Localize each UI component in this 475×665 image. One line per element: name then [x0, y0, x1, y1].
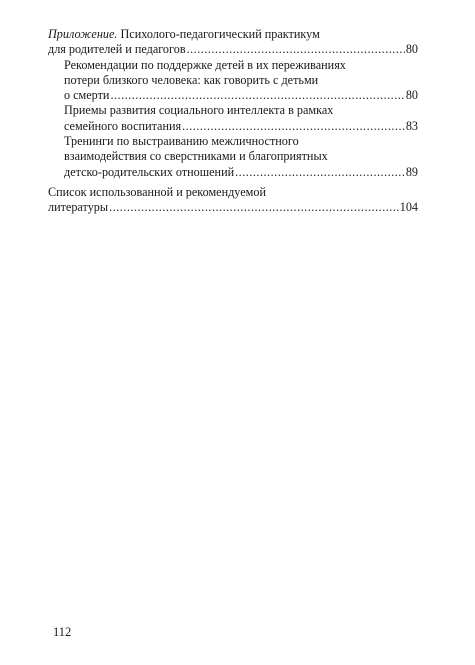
- toc-entry-line: Список использованной и рекомендуемой: [48, 184, 266, 199]
- toc-entry-appendix: [48, 27, 418, 58]
- toc-entry-bibliography: [48, 185, 418, 216]
- toc-entry-line: взаимодействия со сверстниками и благоприятных: [64, 149, 328, 164]
- dot-leader: [187, 42, 405, 57]
- toc-entry-line: Приложение. Психолого-педагогический практикум: [48, 27, 320, 41]
- toc-page-number: 89: [405, 164, 418, 179]
- toc-page-number: 104: [399, 200, 418, 215]
- toc-italic-label: Приложение.: [48, 27, 118, 41]
- toc-page-number: 83: [405, 118, 418, 133]
- toc-entry-line: Приемы развития социального интеллекта в рамках: [64, 103, 334, 118]
- dot-leader: [110, 88, 404, 103]
- toc-entry-line: Тренинги по выстраиванию межличностного: [64, 134, 299, 149]
- dot-leader: [235, 165, 405, 180]
- toc-page-number: 80: [405, 42, 418, 57]
- toc-entry-last-line: для родителей и педагогов ..... 80: [48, 42, 418, 57]
- toc-entry-line: потери близкого человека: как говорить с детьми: [64, 72, 319, 87]
- table-of-contents: [48, 27, 418, 216]
- toc-entry-grief-support: [48, 58, 418, 104]
- toc-entry-last-line: литературы ..... 104: [48, 200, 418, 215]
- toc-entry-last-line: семейного воспитания ..... 83: [64, 119, 418, 134]
- toc-page-number: 80: [405, 88, 418, 103]
- dot-leader: [182, 119, 405, 134]
- toc-entry-last-line: детско-родительских отношений ..... 89: [64, 165, 418, 180]
- toc-entry-social-intelligence: [48, 103, 418, 134]
- page-number: 112: [53, 625, 72, 639]
- toc-entry-line: Рекомендации по поддержке детей в их переживаниях: [64, 57, 346, 72]
- toc-entry-trainings: [48, 134, 418, 180]
- toc-entry-last-line: о смерти ..... 80: [64, 88, 418, 103]
- dot-leader: [109, 200, 399, 215]
